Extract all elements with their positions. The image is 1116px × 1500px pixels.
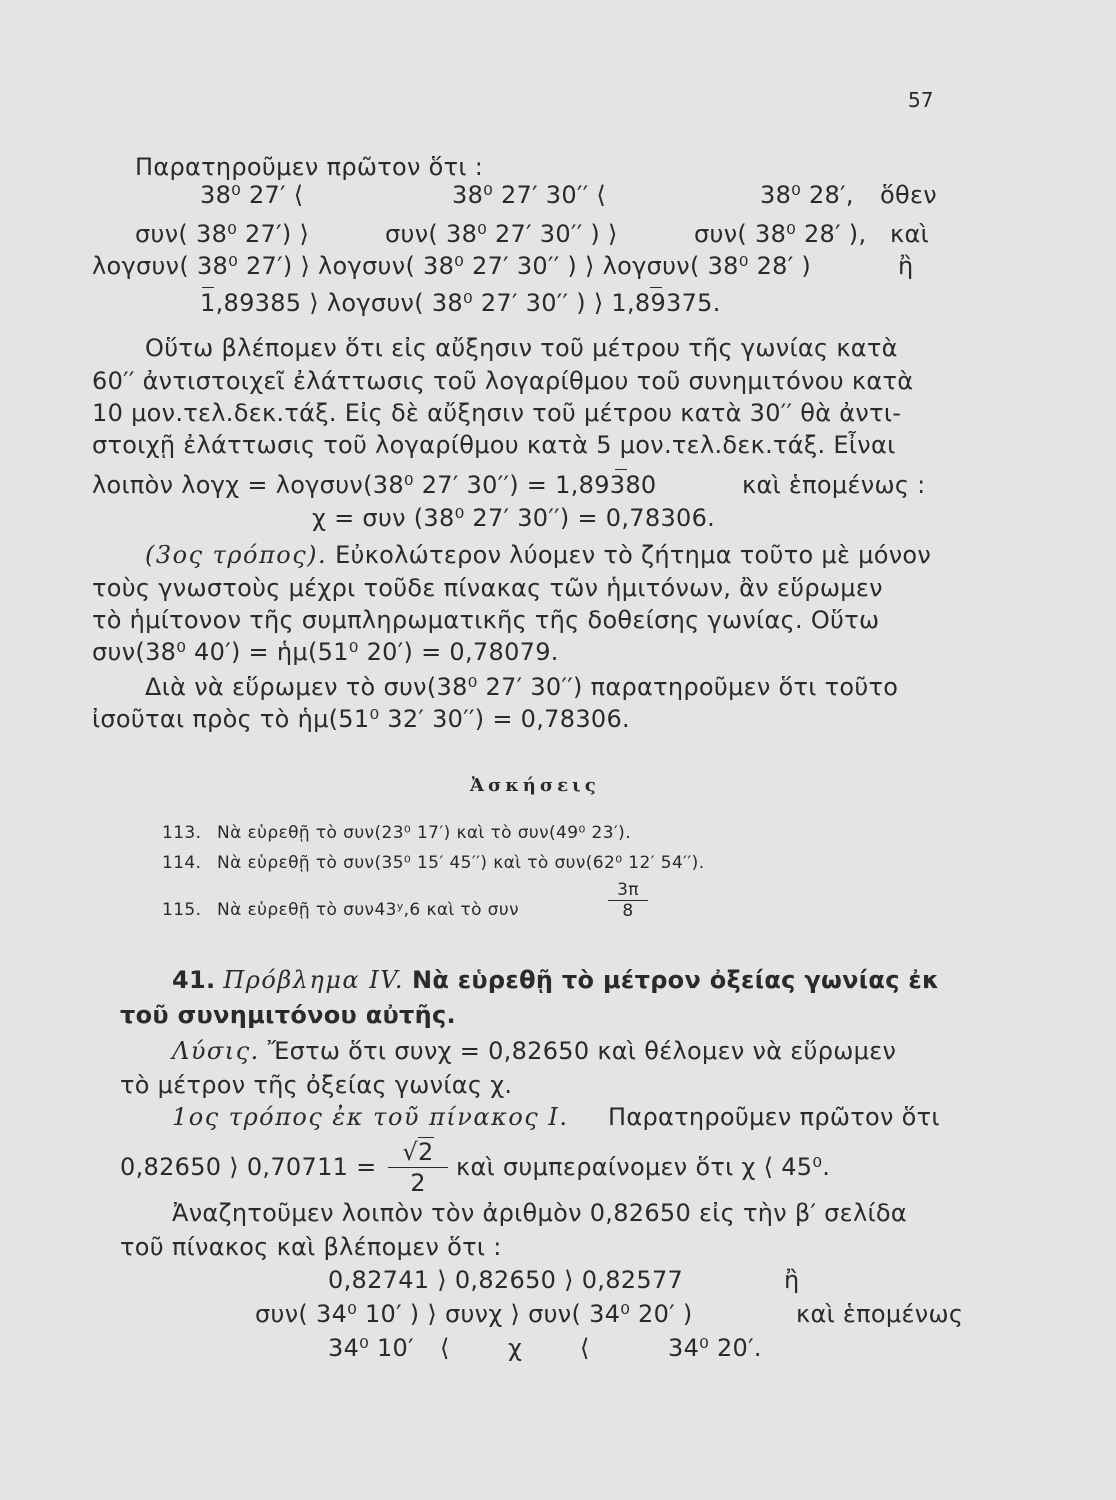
- table-row2-end: καὶ ἑπομένως: [796, 1300, 964, 1328]
- solution-line1: [172, 1036, 896, 1066]
- ineq-row1-c: 38⁰ 28′,: [760, 181, 854, 209]
- fraction-sqrt2-over-2: [388, 1137, 448, 1198]
- bar-mark: [615, 469, 627, 470]
- problem-heading: [172, 965, 939, 995]
- method1-line: [172, 1102, 568, 1132]
- method3-line2: τοὺς γνωστοὺς μέχρι τοῦδε πίνακας τῶν ἡμιτόνων, ἂν εὕρωμεν: [92, 574, 883, 602]
- ineq-row2-a: συν( 38⁰ 27′) ⟩: [135, 220, 310, 248]
- exercise-text: Νὰ εὑρεθῇ τὸ συν(23⁰ 17′) καὶ τὸ συν(49⁰ 23′).: [217, 823, 632, 843]
- exercise-number: 114.: [162, 853, 202, 873]
- problem-label: Πρόβλημα IV.: [223, 966, 404, 994]
- solution-line1-rest: Ἔστω ὅτι συνχ = 0,82650 καὶ θέλομεν νὰ εὕρωμεν: [259, 1037, 897, 1065]
- page-number: 57: [908, 88, 934, 112]
- table-row3-c: χ: [508, 1334, 523, 1362]
- solution-line4: τοῦ πίνακος καὶ βλέπομεν ὅτι :: [120, 1233, 502, 1261]
- ineq-row2-c: συν( 38⁰ 28′ ),: [694, 220, 867, 248]
- solution-line3: Ἀναζητοῦμεν λοιπὸν τὸν ἀριθμὸν 0,82650 εἰς τὴν β′ σελίδα: [172, 1199, 907, 1227]
- problem-number: 41.: [172, 966, 216, 994]
- table-row3-d: ⟨: [580, 1334, 590, 1362]
- ineq-row3-a: λογσυν( 38⁰ 27′) ⟩ λογσυν( 38⁰ 27′ 30′′ ) ⟩ λογσυν( 38⁰ 28′ ): [92, 252, 812, 280]
- solution-line2: τὸ μέτρον τῆς ὀξείας γωνίας χ.: [120, 1071, 513, 1099]
- table-row3-b: ⟨: [440, 1334, 450, 1362]
- logx-line-end: καὶ ἑπομένως :: [742, 471, 926, 499]
- exercise-number: 115.: [162, 900, 202, 920]
- method3-first-line: [145, 540, 931, 570]
- para1-line4: στοιχῇ ἐλάττωσις τοῦ λογαρίθμου κατὰ 5 μον.τελ.δεκ.τάξ. Εἶναι: [92, 431, 896, 459]
- logx-line: λοιπὸν λογχ = λογσυν(38⁰ 27′ 30′′) = 1,89380: [92, 471, 657, 499]
- sqrt-radicand: 2: [418, 1138, 434, 1166]
- problem-title-cont: τοῦ συνημιτόνου αὐτῆς.: [120, 1001, 456, 1029]
- fraction-3pi-over-8: [608, 880, 648, 921]
- fraction-denominator: 8: [622, 901, 634, 921]
- table-row1-end: ἢ: [784, 1266, 800, 1294]
- ineq-sqrt-rest: καὶ συμπεραίνομεν ὅτι χ ⟨ 45⁰.: [456, 1153, 831, 1181]
- para1-line2: 60′′ ἀντιστοιχεῖ ἐλάττωσις τοῦ λογαρίθμου τοῦ συνημιτόνου κατὰ: [92, 367, 914, 395]
- bar-mark: [202, 287, 214, 288]
- table-row3-a: 34⁰ 10′: [328, 1334, 414, 1362]
- ineq-row2-d: καὶ: [890, 220, 929, 248]
- fraction-denominator: 2: [410, 1169, 426, 1197]
- ineq-row4: 1,89385 ⟩ λογσυν( 38⁰ 27′ 30′′ ) ⟩ 1,89375.: [200, 289, 721, 317]
- ineq-sqrt-line: 0,82650 ⟩ 0,70711 =: [120, 1153, 377, 1181]
- para3-line1: Διὰ νὰ εὕρωμεν τὸ συν(38⁰ 27′ 30′′) παρατηροῦμεν ὅτι τοῦτο: [145, 673, 899, 701]
- exercise-number: 113.: [162, 823, 202, 843]
- table-row3-e: 34⁰ 20′.: [668, 1334, 762, 1362]
- method3-label: (3ος τρόπος).: [145, 541, 328, 569]
- solution-label: Λύσις.: [172, 1037, 260, 1065]
- ineq-row3-d: ἢ: [898, 252, 914, 280]
- exercise-text: Νὰ εὑρεθῇ τὸ συν43ʸ,6 καὶ τὸ συν: [217, 900, 519, 920]
- problem-title: Νὰ εὑρεθῇ τὸ μέτρον ὀξείας γωνίας ἐκ: [411, 966, 940, 994]
- bar-mark: [650, 287, 662, 288]
- para3-line2: ἰσοῦται πρὸς τὸ ἡμ(51⁰ 32′ 30′′) = 0,78306.: [92, 705, 630, 733]
- ineq-row1-a: 38⁰ 27′ ⟨: [200, 181, 304, 209]
- fraction-numerator: √2: [388, 1137, 448, 1168]
- x-value-line: χ = συν (38⁰ 27′ 30′′) = 0,78306.: [312, 504, 716, 532]
- method1-rest: Παρατηροῦμεν πρῶτον ὅτι: [608, 1103, 940, 1131]
- para1-line3: 10 μον.τελ.δεκ.τάξ. Εἰς δὲ αὔξησιν τοῦ μέτρου κατὰ 30′′ θὰ ἀντι-: [92, 399, 902, 427]
- method3-line3: τὸ ἡμίτονον τῆς συμπληρωματικῆς τῆς δοθείσης γωνίας. Οὕτω: [92, 606, 880, 634]
- ineq-row2-b: συν( 38⁰ 27′ 30′′ ) ⟩: [385, 220, 618, 248]
- ineq-row1-d: ὅθεν: [880, 181, 937, 209]
- method3-rest: Εὐκολώτερον λύομεν τὸ ζήτημα τοῦτο μὲ μόνον: [327, 541, 932, 569]
- table-row2: συν( 34⁰ 10′ ) ⟩ συνχ ⟩ συν( 34⁰ 20′ ): [255, 1300, 693, 1328]
- method1-label: 1ος τρόπος ἐκ τοῦ πίνακος Ι.: [172, 1103, 569, 1131]
- method3-line4: συν(38⁰ 40′) = ἡμ(51⁰ 20′) = 0,78079.: [92, 638, 559, 666]
- exercise-text: Νὰ εὑρεθῇ τὸ συν(35⁰ 15′ 45′′) καὶ τὸ συν(62⁰ 12′ 54′′).: [217, 853, 705, 873]
- table-row1: 0,82741 ⟩ 0,82650 ⟩ 0,82577: [328, 1266, 684, 1294]
- fraction-numerator: 3π: [608, 880, 648, 901]
- para1-line1: Οὕτω βλέπομεν ὅτι εἰς αὔξησιν τοῦ μέτρου τῆς γωνίας κατὰ: [145, 334, 898, 362]
- ineq-row1-b: 38⁰ 27′ 30′′ ⟨: [452, 181, 607, 209]
- intro-line: Παρατηροῦμεν πρῶτον ὅτι :: [135, 153, 484, 181]
- exercises-title: Ἀσκήσεις: [470, 775, 600, 796]
